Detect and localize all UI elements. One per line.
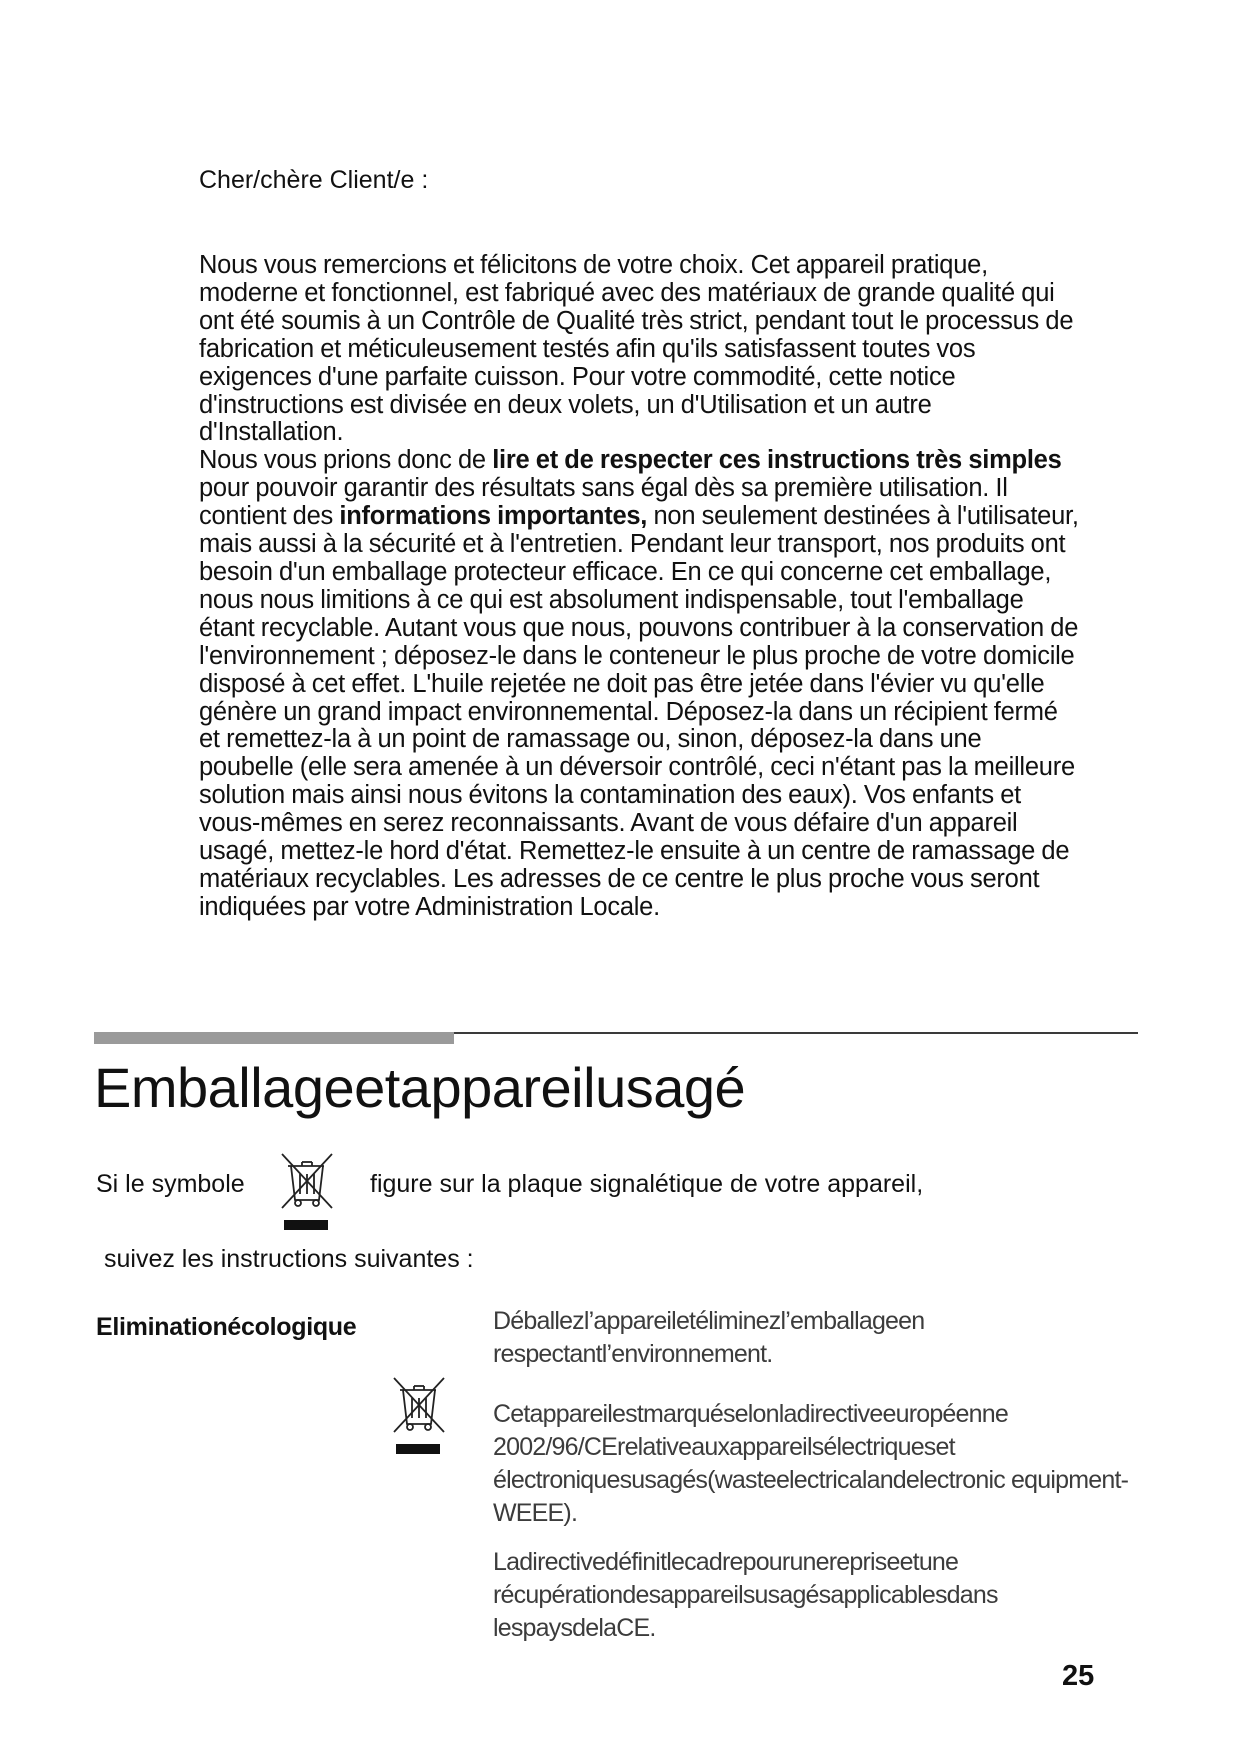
intro-text (199, 252, 1079, 922)
intro-bold-run: informations importantes, (339, 502, 648, 531)
greeting: Cher/chère Client/e : (199, 166, 429, 194)
symbol-line-suffix: figure sur la plaque signalétique de votre appareil, (370, 1170, 924, 1198)
intro-paragraph-2 (199, 447, 1079, 921)
intro-text-run: pour pouvoir garantir des résultats sans égal dès sa première utilisation. Il contient des (199, 474, 1008, 531)
intro-text-run: non seulement destinées à l'utilisateur, mais aussi à la sécurité et à l'entretien. Pendant leur transport, nos produits ont besoin d'un emballage protecteur efficace. En ce qui concerne cet emballage, nous nous limitions à ce qui est absolument indispensable, tout l'emballage étant recyclable. Autant vous que nous, pouvons contribuer à la conservation de l'environnement ; déposez-le dans le conteneur le plus proche de votre domicile disposé à cet effet. L'huile rejetée ne doit pas être jetée dans l'évier vu qu'elle génère un grand impact environnemental. Déposez-la dans un récipient fermé et remettez-la à un point de ramassage ou, sinon, déposez-la dans une poubelle (elle sera amenée à un déversoir contrôlé, ceci n'étant pas la meilleure solution mais ainsi nous évitons la contamination des eaux). Vos enfants et vous-mêmes en serez reconnaissants. Avant de vous défaire d'un appareil usagé, mettez-le hord d'état. Remettez-le ensuite à un centre de ramassage de matériaux recyclables. Les adresses de ce centre le plus proche vous seront indiquées par votre Administration Locale. (199, 502, 1079, 921)
section-title: Emballageetappareilusagé (94, 1056, 746, 1119)
page-number: 25 (1062, 1660, 1095, 1692)
symbol-line-prefix: Si le symbole (96, 1170, 245, 1198)
intro-paragraph-1: Nous vous remercions et félicitons de votre choix. Cet appareil pratique, moderne et fonctionnel, est fabriqué avec des matériaux de grande qualité qui ont été soumis à un Contrôle de Qualité très strict, pendant tout le processus de fabrication et méticuleusement testés afin qu'ils satisfassent toutes vos exigences d'une parfaite cuisson. Pour votre commodité, cette notice d'instructions est divisée en deux volets, un d'Utilisation et un autre d'Installation. (199, 251, 1074, 447)
intro-bold-run: lire et de respecter ces instructions très simples (492, 446, 1062, 475)
crossed-out-wheelie-bin-icon (392, 1376, 446, 1463)
crossed-out-wheelie-bin-icon (280, 1152, 334, 1239)
subheading-ecological-disposal: Eliminationécologique (96, 1313, 357, 1341)
disposal-paragraph-2: Cetappareilestmarquéselonladirectiveeuropéenne 2002/96/CErelativeauxappareilsélectriqueset électroniquesusagés(wasteelectricalandelectronic equipment-WEEE). (493, 1400, 1129, 1527)
section-divider-accent (94, 1032, 454, 1044)
intro-text-run: Nous vous prions donc de (199, 446, 493, 475)
instruction-lead: suivez les instructions suivantes : (104, 1245, 474, 1273)
disposal-paragraph-1: Déballezl’appareiletéliminezl’emballageen respectantl’environnement. (493, 1307, 925, 1368)
disposal-paragraph-3: Ladirectivedéfinitlecadrepourunerepriseetune récupérationdesappareilsusagésapplicablesdans lespaysdelaCE. (493, 1548, 998, 1642)
